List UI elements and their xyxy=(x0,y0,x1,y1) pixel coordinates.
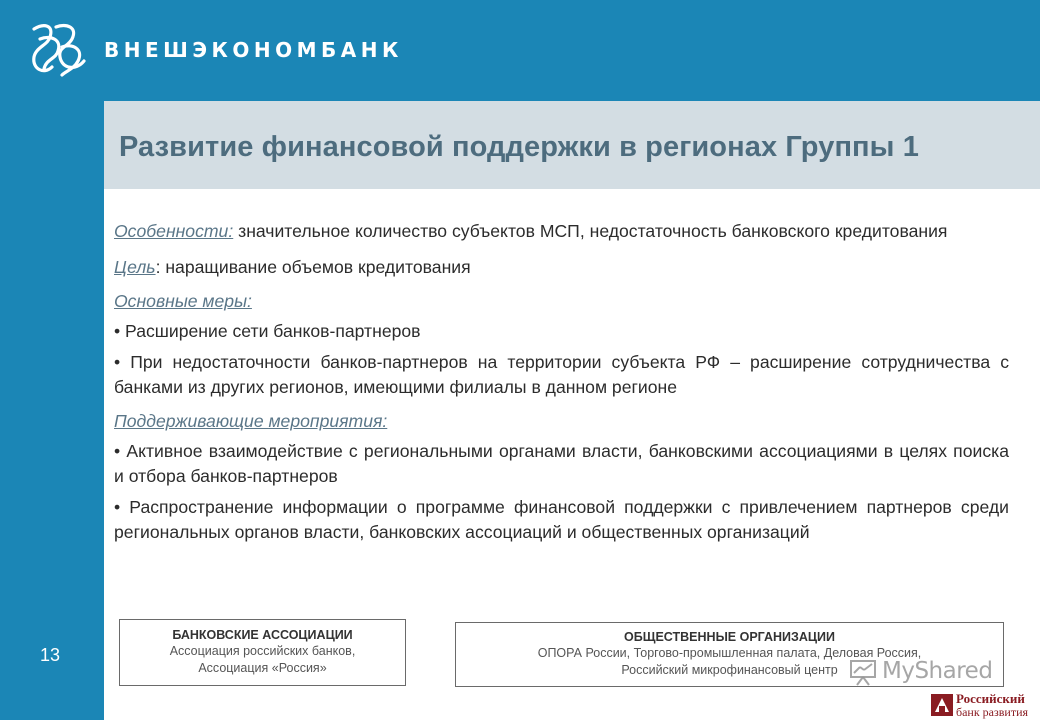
list-item: • Распространение информации о программе финансовой поддержки с привлечением партнеров среди региональных органов власти, банковских ассоциаций и общественных организаций xyxy=(114,497,1009,542)
goal-paragraph xyxy=(114,255,1009,280)
bank-associations-line: Ассоциация «Россия» xyxy=(198,661,327,675)
list-item: • Расширение сети банков-партнеров xyxy=(114,321,421,341)
watermark xyxy=(848,655,1008,691)
measures-heading xyxy=(114,289,1009,314)
features-paragraph xyxy=(114,219,1009,244)
measures-label: Основные меры: xyxy=(114,291,252,311)
goal-label: Цель xyxy=(114,257,156,277)
slide-content xyxy=(114,219,1009,545)
rbr-line2: банк развития xyxy=(956,705,1029,719)
public-organizations-line: ОПОРА России, Торгово-промышленная палата, Деловая Россия, xyxy=(537,646,922,660)
left-sidebar-bar xyxy=(0,101,104,720)
page-number: 13 xyxy=(40,645,61,665)
rbr-logo xyxy=(930,691,1040,720)
rbr-emblem-icon xyxy=(930,693,954,717)
rbr-line1: Российский xyxy=(956,691,1025,706)
bank-associations-box xyxy=(119,619,406,686)
bank-associations-title: БАНКОВСКИЕ АССОЦИАЦИИ xyxy=(172,628,353,642)
goal-text: : наращивание объемов кредитования xyxy=(155,257,471,277)
support-heading xyxy=(114,409,1009,434)
presentation-board-icon xyxy=(848,657,878,687)
support-label: Поддерживающие мероприятия: xyxy=(114,411,388,431)
org-name: ВНЕШЭКОНОМБАНК xyxy=(104,38,403,62)
public-organizations-title: ОБЩЕСТВЕННЫЕ ОРГАНИЗАЦИИ xyxy=(624,630,835,644)
list-item: • Активное взаимодействие с региональными органами власти, банковскими ассоциациями в целях поиска и отбора банков-партнеров xyxy=(114,441,1009,486)
title-band xyxy=(104,101,1040,189)
features-label: Особенности: xyxy=(114,221,234,241)
features-text: значительное количество субъектов МСП, недостаточность банковского кредитования xyxy=(233,221,948,241)
veb-monogram-icon xyxy=(26,17,92,83)
slide-title: Развитие финансовой поддержки в регионах Группы 1 xyxy=(119,131,919,163)
bank-associations-line: Ассоциация российских банков, xyxy=(169,644,356,658)
list-item: • При недостаточности банков-партнеров на территории субъекта РФ – расширение сотрудничества с банками из других регионов, имеющими филиалы в данном регионе xyxy=(114,352,1009,397)
watermark-text: MyShared xyxy=(882,658,993,684)
public-organizations-line: Российский микрофинансовый центр xyxy=(621,663,838,677)
